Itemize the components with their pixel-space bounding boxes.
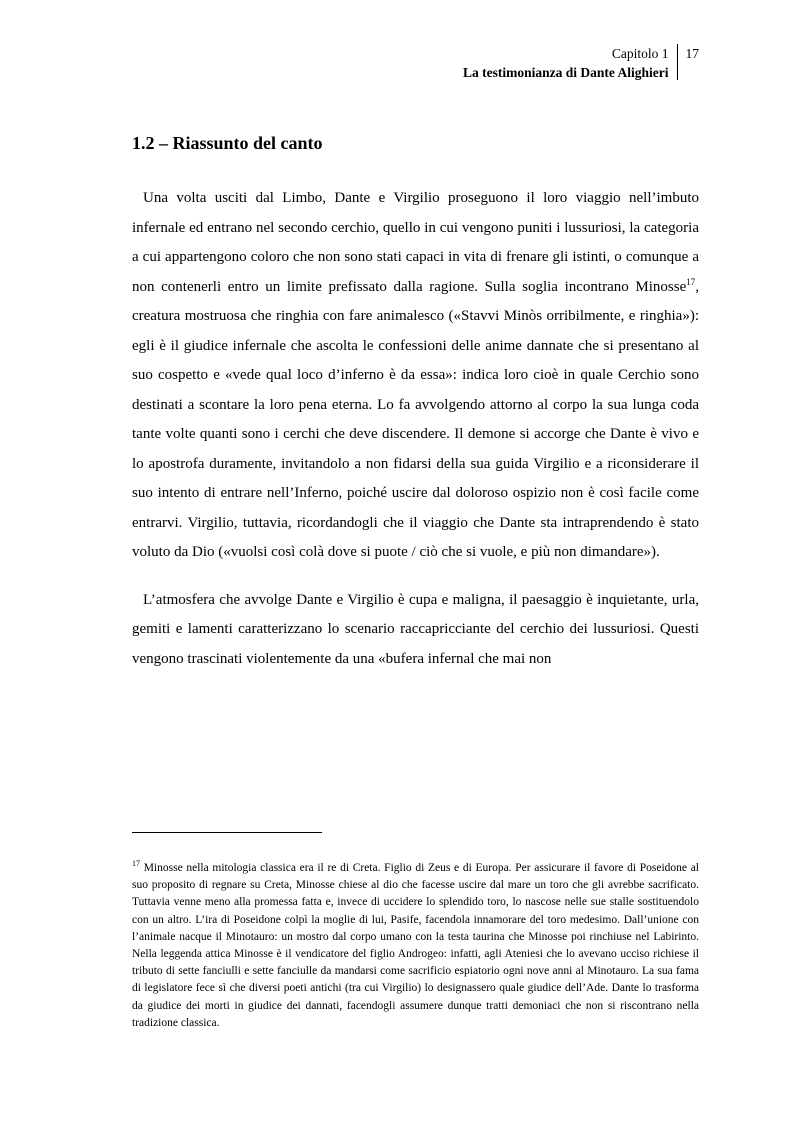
chapter-title: La testimonianza di Dante Alighieri	[463, 65, 669, 80]
header-text	[463, 44, 677, 82]
section-title: 1.2 – Riassunto del canto	[132, 133, 323, 153]
paragraph-1-part-2: , creatura mostruosa che ringhia con fare animalesco («Stavvi Minòs orribilmente, e ringhia»): egli è il giudice infernale che ascolta le confessioni delle anime dannate che si presentano al suo cospetto e «vede qual loco d’inferno è da essa»: indica loro cioè in quale Cerchio sono destinati a scontare la loro pena eterna. Lo fa avvolgendo attorno al corpo la sua lunga coda tante volte quanti sono i cerchi che deve discendere. Il demone si accorge che Dante è vivo e lo apostrofa duramente, invitandolo a non fidarsi della sua guida Virgilio e a riconsiderare il suo intento di entrare nell’Inferno, poiché uscire dal doloroso ospizio non è così facile come entrarvi. Virgilio, tuttavia, ricordandogli che il viaggio che Dante sta intraprendendo è stato voluto da Dio («vuolsi così colà dove si puote / ciò che si vuole, e più non dimandare»).	[132, 278, 699, 560]
footnote-text: Minosse nella mitologia classica era il re di Creta. Figlio di Zeus e di Europa. Per assicurare il favore di Poseidone al suo proposito di regnare su Creta, Minosse chiese al dio che facesse uscire dal mare un toro che gli avrebbe sacrificato. Tuttavia venne meno alla promessa fatta e, invece di uccidere lo splendido toro, lo nascose nelle sue stalle sostituendolo con un altro. L’ira di Poseidone colpì la moglie di lui, Pasife, facendola innamorare del toro medesimo. Dall’unione con l’animale nacque il Minotauro: un mostro dal corpo umano con la testa taurina che Minosse poi rinchiuse nel Labirinto. Nella leggenda attica Minosse è il vendicatore del figlio Androgeo: infatti, agli Ateniesi che lo avevano ucciso richiese il tributo di sette fanciulli e sette fanciulle da mandarsi come sacrificio espiatorio ogni nove anni al Minotauro. La sua fama di legislatore fece sì che diversi poeti antichi (tra cui Virgilio) lo designassero quale giudice dell’Ade. Dante lo trasforma da giudice dei morti in giudice dei dannati, facendogli assumere dunque tratti demoniaci che non si riscontrano nella tradizione classica.	[132, 862, 699, 1029]
paragraph-1	[132, 184, 699, 568]
paragraph-1-part-1: Una volta usciti dal Limbo, Dante e Virgilio proseguono il loro viaggio nell’imbuto infernale ed entrano nel secondo cerchio, quello in cui vengono puniti i lussuriosi, la categoria a cui appartengono coloro che non sono stati capaci in vita di frenare gli istinti, o comunque a non contenerli entro un limite prefissato dalla ragione. Sulla soglia incontrano Minosse	[132, 190, 699, 295]
page-number: 17	[685, 46, 699, 61]
chapter-label: Capitolo 1	[611, 46, 669, 61]
footnote-17	[132, 860, 699, 1032]
body-text	[132, 184, 699, 692]
footnote-separator	[132, 832, 322, 833]
footnote-number: 17	[132, 859, 140, 869]
footnote-reference[interactable]: 17	[686, 276, 696, 287]
running-header	[463, 44, 699, 82]
paragraph-2: L’atmosfera che avvolge Dante e Virgilio è cupa e maligna, il paesaggio è inquietante, urla, gemiti e lamenti caratterizzano lo scenario raccapricciante del cerchio dei lussuriosi. Questi vengono trascinati violentemente da una «bufera infernal che mai non	[132, 591, 699, 667]
